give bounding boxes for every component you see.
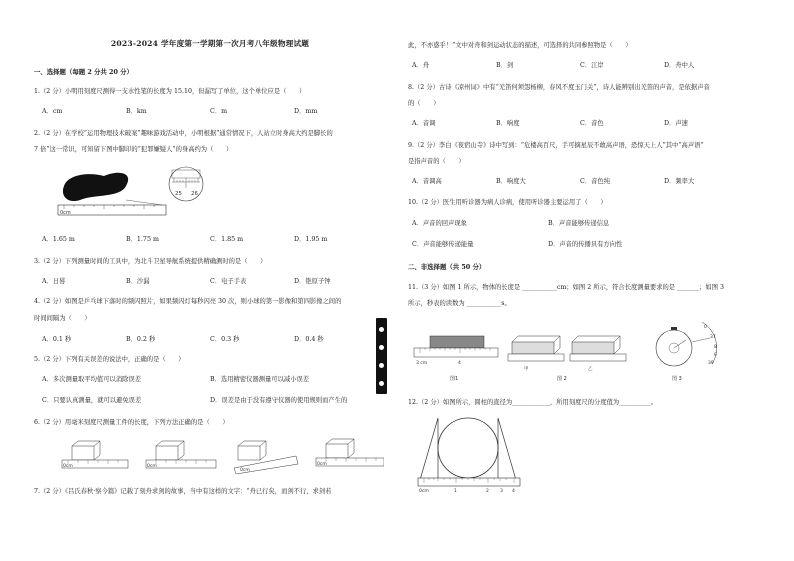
q4-option-c: C．0.3 秒 bbox=[210, 336, 240, 343]
q4-option-b: B．0.2 秒 bbox=[126, 336, 156, 343]
q1-option-c: C．m bbox=[210, 108, 228, 115]
q2-option-c: C．1.85 m bbox=[210, 236, 244, 243]
binder-hole bbox=[379, 363, 384, 368]
q2-option-b: B．1.75 m bbox=[126, 236, 159, 243]
cylinder-diameter-figure bbox=[414, 414, 524, 494]
question-4-line2: 时间间隔为（ ） bbox=[34, 315, 91, 322]
q1-option-b: B．km bbox=[126, 108, 147, 115]
q8-option-d: D．声速 bbox=[664, 120, 688, 127]
stopwatch-mark-37: 37 bbox=[710, 335, 716, 340]
stopwatch-mark-0: 0 bbox=[704, 325, 707, 330]
cylinder-ruler-2: 2 bbox=[486, 489, 489, 494]
question-11-line2: 所示，秒表的读数为 ___________s。 bbox=[408, 300, 511, 307]
q8-option-a: A．音调 bbox=[412, 120, 436, 127]
q9-option-d: D．频率大 bbox=[664, 178, 695, 185]
q5-option-a: A．多次测量取平均值可以消除误差 bbox=[42, 376, 142, 383]
ruler-b-zero: 0cm bbox=[147, 464, 157, 469]
q7-option-d: D．舟中人 bbox=[664, 62, 695, 69]
question-10: 10.（2 分）医生用听诊器为病人诊病，使用听诊器主要运用了（ ） bbox=[408, 199, 607, 206]
ruler-d-zero: 0cm bbox=[317, 462, 327, 467]
question-9-line2: 是指声音的（ ） bbox=[408, 158, 465, 165]
binder-hole bbox=[379, 381, 384, 386]
question-8-line2: 的（ ） bbox=[408, 100, 440, 107]
q3-option-a: A．日晷 bbox=[42, 278, 66, 285]
q9-option-a: A．音调高 bbox=[412, 178, 442, 185]
footprint-figure bbox=[54, 164, 254, 226]
cylinder-ruler-4: 4 bbox=[512, 489, 515, 494]
q10-option-b: B．声音能够传递信息 bbox=[548, 220, 610, 227]
question-5: 5.（2 分）下列有关误差的说法中，正确的是（ ） bbox=[34, 356, 185, 363]
ruler-methods-figure bbox=[58, 438, 384, 474]
fig3-caption: 图 3 bbox=[672, 376, 682, 382]
question-7-start: 7.（2 分）《吕氏春秋·察今篇》记载了刻舟求剑的故事，当中有这样的文字：“舟已行矣，而剑不行，求剑若 bbox=[34, 488, 332, 495]
q3-option-b: B．沙漏 bbox=[126, 278, 150, 285]
footprint-tick-25: 25 bbox=[175, 191, 182, 197]
fig2-yi-label: 乙 bbox=[588, 367, 593, 372]
question-7-cont: 此，不亦惑乎！”文中对舟和剑运动状态的描述，可选择的共同参照物是（ ） bbox=[408, 42, 632, 49]
cylinder-ruler-1: 1 bbox=[454, 489, 457, 494]
ruler-c-zero: 0cm bbox=[240, 468, 250, 473]
q10-option-d: D．声音的传播具有方向性 bbox=[548, 241, 623, 248]
binder-hole bbox=[379, 327, 384, 332]
question-6: 6.（2 分）用毫米刻度尺测量工件的长度，下列方法正确的是（ ） bbox=[34, 419, 229, 426]
q5-option-d: D．误差是由于没有遵守仪器的使用规则而产生的 bbox=[210, 397, 348, 404]
page-title: 2023-2024 学年度第一学期第一次月考八年级物理试题 bbox=[110, 39, 310, 48]
q8-option-b: B．响度 bbox=[496, 120, 520, 127]
footprint-zero-label: 0cm bbox=[60, 210, 71, 216]
question-1: 1.（2 分）小明用刻度尺测得一支水性笔的长度为 15.10，但漏写了单位，这个单位应是（ ） bbox=[34, 88, 306, 95]
ruler-a-zero: 0cm bbox=[63, 464, 73, 469]
question-3: 3.（2 分）下列测量时间的工具中，为北斗卫星导航系统提供精确测时的是（ ） bbox=[34, 258, 267, 265]
q9-option-b: B．响度大 bbox=[496, 178, 526, 185]
fig2-caption: 图 2 bbox=[557, 376, 567, 382]
cylinder-ruler-zero: 0cm bbox=[419, 489, 429, 494]
question-2-line1: 2.（2 分）在学校“运用物理技术破案”趣味游戏活动中，小明根据“通常情况下，人站立时身高大约是脚长的 bbox=[34, 130, 333, 137]
fig1-unit-label: 3 cm bbox=[416, 361, 428, 366]
section-choice-heading: 一、选择题（每题 2 分共 20 分） bbox=[34, 68, 133, 76]
q1-option-a: A．cm bbox=[42, 108, 63, 115]
q10-option-c: C．声音能够传递能量 bbox=[412, 241, 474, 248]
q11-figures bbox=[412, 318, 762, 382]
q3-option-c: C．电子手表 bbox=[210, 278, 247, 285]
q8-option-c: C．音色 bbox=[580, 120, 604, 127]
q3-option-d: D．铯原子钟 bbox=[294, 278, 331, 285]
q7-option-c: C．江岸 bbox=[580, 62, 604, 69]
cylinder-ruler-3: 3 bbox=[500, 489, 503, 494]
fig1-tick-4: 4 bbox=[458, 361, 461, 366]
q2-option-a: A．1.65 m bbox=[42, 236, 75, 243]
q9-option-c: C．音色纯 bbox=[580, 178, 611, 185]
q5-option-c: C．只要认真测量，就可以避免误差 bbox=[42, 397, 142, 404]
q4-option-d: D．0.4 秒 bbox=[294, 336, 324, 343]
binder-hole bbox=[379, 345, 384, 350]
q4-option-a: A．0.1 秒 bbox=[42, 336, 72, 343]
q2-option-d: D．1.95 m bbox=[294, 236, 328, 243]
stopwatch-mark-8: 8 bbox=[714, 345, 717, 350]
section-nonchoice-heading: 二、非选择题（共 50 分） bbox=[408, 263, 486, 271]
stopwatch-mark-9: 9 bbox=[714, 353, 717, 358]
q10-option-a: A．声音的回声现象 bbox=[412, 220, 467, 227]
fig1-caption: 图1 bbox=[450, 376, 459, 382]
q5-option-b: B．选用精密仪器测量可以减小误差 bbox=[210, 376, 310, 383]
q7-option-a: A．舟 bbox=[412, 62, 430, 69]
question-12: 12.（2 分）如图所示，圆柱的直径为____________，所用刻度尺的分度值为__________。 bbox=[408, 399, 658, 406]
question-9-line1: 9.（2 分）李白《夜宿山寺》诗中写到：“危楼高百尺，手可摘星辰不敢高声语，恐惊天上人”其中“高声语” bbox=[408, 142, 704, 149]
binder-strip bbox=[376, 318, 387, 394]
footprint-tick-26: 26 bbox=[191, 191, 198, 197]
question-2-line2: 7 倍”这一常识，可知留下图中脚印的“犯罪嫌疑人”的身高约为（ ） bbox=[34, 146, 233, 153]
question-4-line1: 4.（2 分）如图是乒乓球下落时的频闪照片，如果频闪灯每秒闪亮 30 次，则小球的第一影像和第四影像之间的 bbox=[34, 298, 342, 305]
q7-option-b: B．剑 bbox=[496, 62, 514, 69]
question-11-line1: 11.（3 分）如图 1 所示，物体的长度是 ___________cm；如图 2 所示，符合长度测量要求的是 _______；如图 3 bbox=[408, 284, 725, 291]
stopwatch-mark-39: 39 bbox=[708, 361, 714, 366]
q1-option-d: D．mm bbox=[294, 108, 318, 115]
question-8-line1: 8.（2 分）古诗《凉州词》中有“羌笛何须怨杨柳，春风不度玉门关”，诗人能辨别出羌笛的声音，是依据声音 bbox=[408, 84, 710, 91]
fig2-jia-label: 甲 bbox=[524, 367, 529, 372]
